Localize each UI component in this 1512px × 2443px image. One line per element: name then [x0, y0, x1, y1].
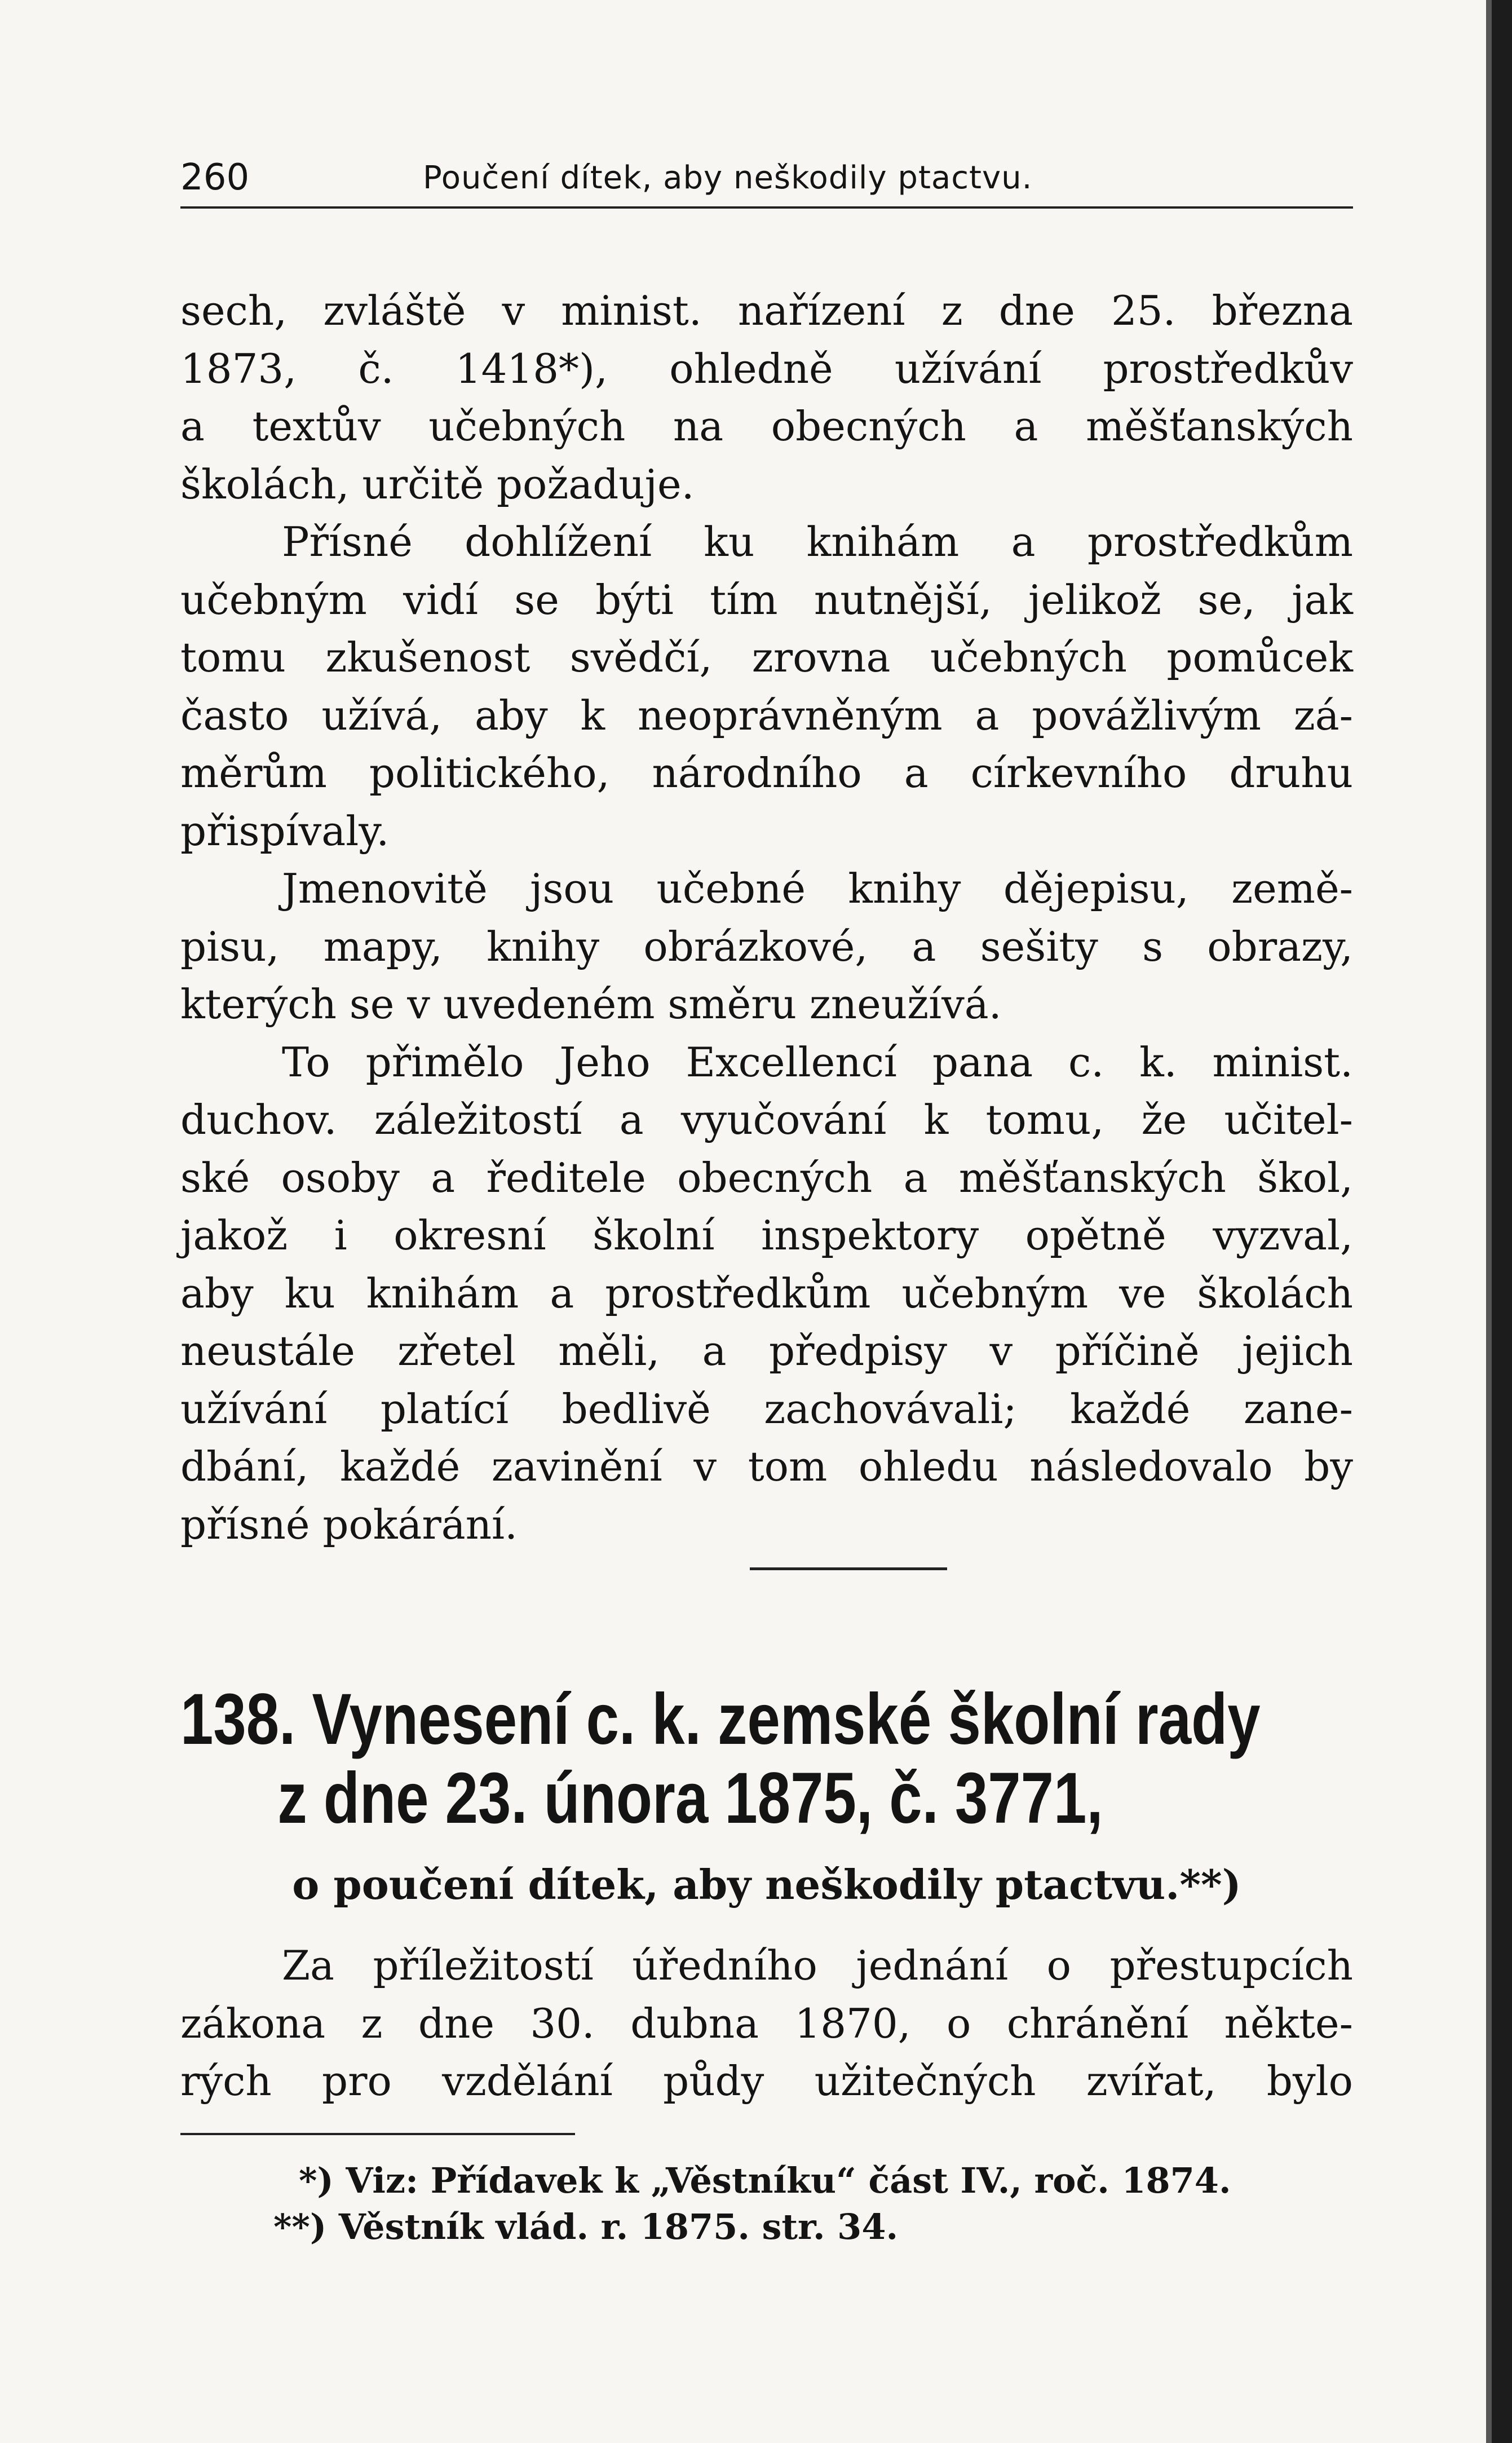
- paragraph-ministry: [180, 1033, 1353, 1554]
- text-line: Jmenovitě jsou učebné knihy dějepisu, země-: [282, 865, 1353, 912]
- text-line: užívání platící bedlivě zachovávali; každé zane-: [180, 1385, 1353, 1433]
- page-number: 260: [180, 157, 250, 198]
- text-line: přísné pokárání.: [180, 1500, 518, 1548]
- text-line: jakož i okresní školní inspektory opětně vyzval,: [180, 1212, 1353, 1259]
- text-line: tomu zkušenost svědčí, zrovna učebných pomůcek: [180, 634, 1353, 681]
- continuation-paragraph: [180, 282, 1353, 513]
- paragraph-supervision: [180, 513, 1353, 860]
- text-line: pisu, mapy, knihy obrázkové, a sešity s obrazy,: [180, 922, 1353, 970]
- text-line: 1873, č. 1418*), ohledně užívání prostředkův: [180, 344, 1353, 392]
- running-header: [180, 141, 1353, 209]
- footnote-1: *) Viz: Přídavek k „Věstníku“ část IV., roč. 1874.: [299, 2159, 1231, 2201]
- paragraph-occasion: [180, 1937, 1353, 2110]
- section-subtitle: o poučení dítek, aby neškodily ptactvu.**): [292, 1861, 1241, 1909]
- text-line: Přísné dohlížení ku knihám a prostředkům: [282, 518, 1353, 566]
- text-line: kterých se v uvedeném směru zneužívá.: [180, 980, 1002, 1028]
- text-line: duchov. záležitostí a vyučování k tomu, že učitel-: [180, 1096, 1353, 1143]
- scan-edge-shadow: [1486, 0, 1492, 2443]
- text-line: rých pro vzdělání půdy užitečných zvířat, bylo: [180, 2057, 1353, 2105]
- section-heading-line-2: z dne 23. února 1875, č. 3771,: [277, 1758, 1103, 1839]
- footnote-2: **) Věstník vlád. r. 1875. str. 34.: [273, 2206, 899, 2247]
- text-line: ské osoby a ředitele obecných a měšťanských škol,: [180, 1154, 1353, 1201]
- header-rule: [180, 206, 1353, 209]
- text-line: neustále zřetel měli, a předpisy v příčině jejich: [180, 1327, 1353, 1375]
- text-line: sech, zvláště v minist. nařízení z dne 25. března: [180, 287, 1353, 334]
- text-line: To přimělo Jeho Excellencí pana c. k. minist.: [282, 1038, 1353, 1086]
- footnotes: [180, 2158, 1353, 2250]
- footnote-rule: [180, 2133, 575, 2135]
- book-page: [180, 141, 1353, 2250]
- text-line: přispívaly.: [180, 807, 390, 855]
- text-line: zákona z dne 30. dubna 1870, o chránění někte-: [180, 1999, 1353, 2047]
- text-line: často užívá, aby k neoprávněným a povážlivým zá-: [180, 691, 1353, 739]
- paragraph-books: [180, 860, 1353, 1033]
- body-text: [180, 282, 1353, 1553]
- section-body: [180, 1937, 1353, 2110]
- text-line: a textův učebných na obecných a měšťanských: [180, 403, 1353, 450]
- text-line: Za příležitostí úředního jednání o přestupcích: [282, 1942, 1353, 1989]
- scan-edge: [1492, 0, 1512, 2443]
- section-separator: [750, 1567, 947, 1570]
- text-line: aby ku knihám a prostředkům učebným ve školách: [180, 1269, 1353, 1317]
- text-line: dbání, každé zavinění v tom ohledu následovalo by: [180, 1443, 1353, 1490]
- section-heading-line-1: 138. Vynesení c. k. zemské školní rady: [180, 1679, 1261, 1760]
- running-title: Poučení dítek, aby neškodily ptactvu.: [423, 160, 1033, 196]
- text-line: učebným vidí se býti tím nutnější, jelikož se, jak: [180, 576, 1353, 624]
- text-line: školách, určitě požaduje.: [180, 460, 695, 508]
- text-line: měrům politického, národního a církevního druhu: [180, 749, 1353, 797]
- section-heading: [180, 1680, 1355, 1838]
